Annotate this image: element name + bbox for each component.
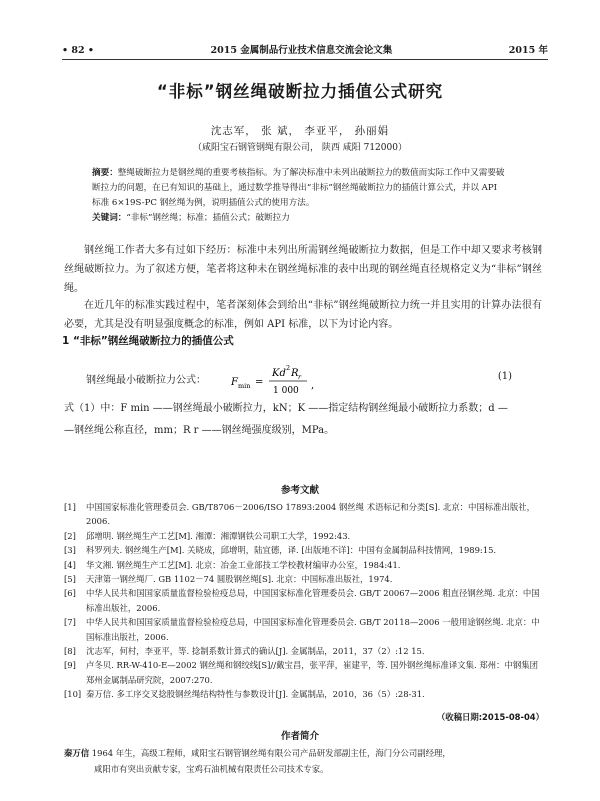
formula-graphic <box>231 364 351 398</box>
reference-item <box>64 543 546 557</box>
equation-number: (1) <box>497 371 512 382</box>
reference-item <box>64 500 546 529</box>
references-heading: 参考文献 <box>280 485 319 496</box>
reference-item <box>64 644 546 658</box>
definition-line-1: 式（1）中：F min ——钢丝绳最小破断拉力，kN；K ——指定结构钢丝绳最小破断拉力系数；d — <box>64 403 508 414</box>
reference-text: 沈志军，何村，李亚平，等. 捻制系数计算式的确认[J]. 金属制品，2011，37（2）:12 15. <box>86 646 425 657</box>
bio-name: 秦万信 <box>64 748 90 758</box>
abstract-paragraph <box>92 166 506 211</box>
reference-text: 天津第一钢丝绳厂. GB 1102－74 圆股钢丝绳[S]. 北京：中国标准出版社，1974. <box>86 574 393 585</box>
reference-text: 华文湘. 钢丝绳生产工艺[M]. 北京：冶金工业部技工学校教材编审办公室，1984:41. <box>86 559 401 570</box>
reference-number: [5] <box>64 574 76 585</box>
reference-item <box>64 658 546 687</box>
abstract-label: 摘要： <box>92 168 118 178</box>
formula-lhs-sub: min <box>238 382 251 390</box>
formula-numerator-tail: R <box>291 368 299 379</box>
reference-number: [9] <box>64 660 76 671</box>
reference-number: [7] <box>64 617 76 628</box>
section-1-heading: 1 “非标”钢丝绳破断拉力的插值公式 <box>62 335 234 347</box>
reference-text: 中国国家标准化管理委员会. GB/T8706－2006/ISO 17893:2004 钢丝绳 术语标记和分类[S]. 北京：中国标准出版社，2006. <box>86 502 536 527</box>
reference-number: [2] <box>64 530 76 541</box>
reference-item <box>64 687 546 701</box>
reference-item <box>64 529 546 543</box>
reference-number: [1] <box>64 502 76 512</box>
author-list: 沈志军， 张 斌， 李亚平， 孙丽娟 <box>210 125 390 137</box>
running-header <box>62 42 548 60</box>
keywords-line <box>92 211 506 226</box>
reference-number: [4] <box>64 559 76 570</box>
formula-definitions <box>64 398 542 442</box>
formula-1 <box>86 364 542 397</box>
formula-lead-text: 钢丝绳最小破断拉力公式： <box>86 375 206 386</box>
svg-text:=: = <box>255 377 264 388</box>
abstract-block <box>92 166 506 226</box>
reference-item <box>64 558 546 572</box>
definition-line-2: —钢丝绳公称直径，mm；R r ——钢丝绳强度级别，MPa。 <box>64 425 335 436</box>
reference-item <box>64 586 546 615</box>
reference-text: 中华人民共和国国家质量监督检验检疫总局，中国国家标准化管理委员会. GB/T 20118—2006 一般用途钢丝绳. 北京：中国标准出版社，2006. <box>86 617 540 642</box>
reference-text: 科罗列夫. 钢丝绳生产[M]. 关晓成，邱增明，陆宜德，译. [出版地不详]：中国有金属制品科技情网，1989:15. <box>86 545 497 556</box>
journal-name: 2015 金属制品行业技术信息交流会论文集 <box>210 45 393 56</box>
bio-line-1: 1964 年生，高级工程师，咸阳宝石钢管钢丝绳有限公司产品研发部副主任，海门分公司副经理， <box>89 748 451 758</box>
reference-number: [6] <box>64 588 76 599</box>
formula-denominator: 1 000 <box>273 386 299 396</box>
reference-number: [8] <box>64 646 76 657</box>
reference-text: 邱增明. 钢丝绳生产工艺[M]. 湘潭：湘潭钢铁公司职工大学，1992:43. <box>86 530 351 541</box>
author-bio <box>64 745 546 777</box>
journal-year: 2015 年 <box>508 45 548 56</box>
keywords-label: 关键词： <box>92 213 127 223</box>
reference-list <box>64 500 546 702</box>
page-number: • 82 • <box>62 45 94 56</box>
paper-title: “非标”钢丝绳破断拉力插值公式研究 <box>156 82 444 101</box>
reference-item <box>64 572 546 586</box>
formula-numerator-tail-sub: r <box>298 373 302 381</box>
intro-paragraph-2: 在近几年的标准实践过程中，笔者深刻体会到给出“非标”钢丝绳破断拉力统一并且实用的计算办法很有必要，尤其是没有明显强度概念的标准，例如 API 标准，以下为讨论内容。 <box>64 300 542 330</box>
author-bio-heading: 作者简介 <box>280 731 319 742</box>
intro-paragraph-1: 钢丝绳工作者大多有过如下经历：标准中未列出所需钢丝绳破断拉力数据，但是工作中却又要求考核钢丝绳破断拉力。为了叙述方便，笔者将这种未在钢丝绳标准的表中出现的钢丝绳直径规格定义为“非标”钢丝绳。 <box>64 245 542 294</box>
received-date: （收稿日期:2015-08-04） <box>436 712 544 722</box>
reference-text: 中华人民共和国国家质量监督检验检疫总局，中国国家标准化管理委员会. GB/T 20067—2006 粗直径钢丝绳. 北京：中国标准出版社，2006. <box>86 588 540 613</box>
reference-item <box>64 615 546 644</box>
reference-text: 卢冬贝. RR-W-410-E—2002 钢丝绳和钢绞线[S]//戴宝昌，张平萍，崔建平，等. 国外钢丝绳标准译文集. 郑州：中钢集团郑州金属制品研究院，2007:270. <box>86 660 538 685</box>
formula-numerator: Kd <box>272 368 286 379</box>
svg-text:,: , <box>311 380 315 391</box>
reference-number: [3] <box>64 545 76 556</box>
reference-number: [10] <box>64 689 82 700</box>
abstract-text: 整绳破断拉力是钢丝绳的重要考核指标。为了解决标准中未列出破断拉力的数值而实际工作中又需要破断拉力的问题，在已有知识的基础上，通过数学推导得出“非标”钢丝绳破断拉力的插值计算公式，并以 API 标准 6×19S-PC 钢丝绳为例，说明插值公式的使用方法。 <box>92 168 505 208</box>
reference-text: 秦万信. 多工序交叉捻股钢丝绳结构特性与参数设计[J]. 金属制品，2010，36（5）:28-31. <box>86 689 425 700</box>
formula-numerator-sup: 2 <box>286 364 291 372</box>
affiliation: （咸阳宝石钢管钢绳有限公司， 陕西 咸阳 712000） <box>193 143 407 153</box>
bio-line-2: 咸阳市有突出贡献专家，宝鸡石油机械有限责任公司技术专家。 <box>94 764 329 774</box>
formula-lhs: F <box>231 377 238 388</box>
keywords-text: “非标”钢丝绳；标准；插值公式；破断拉力 <box>126 213 290 223</box>
